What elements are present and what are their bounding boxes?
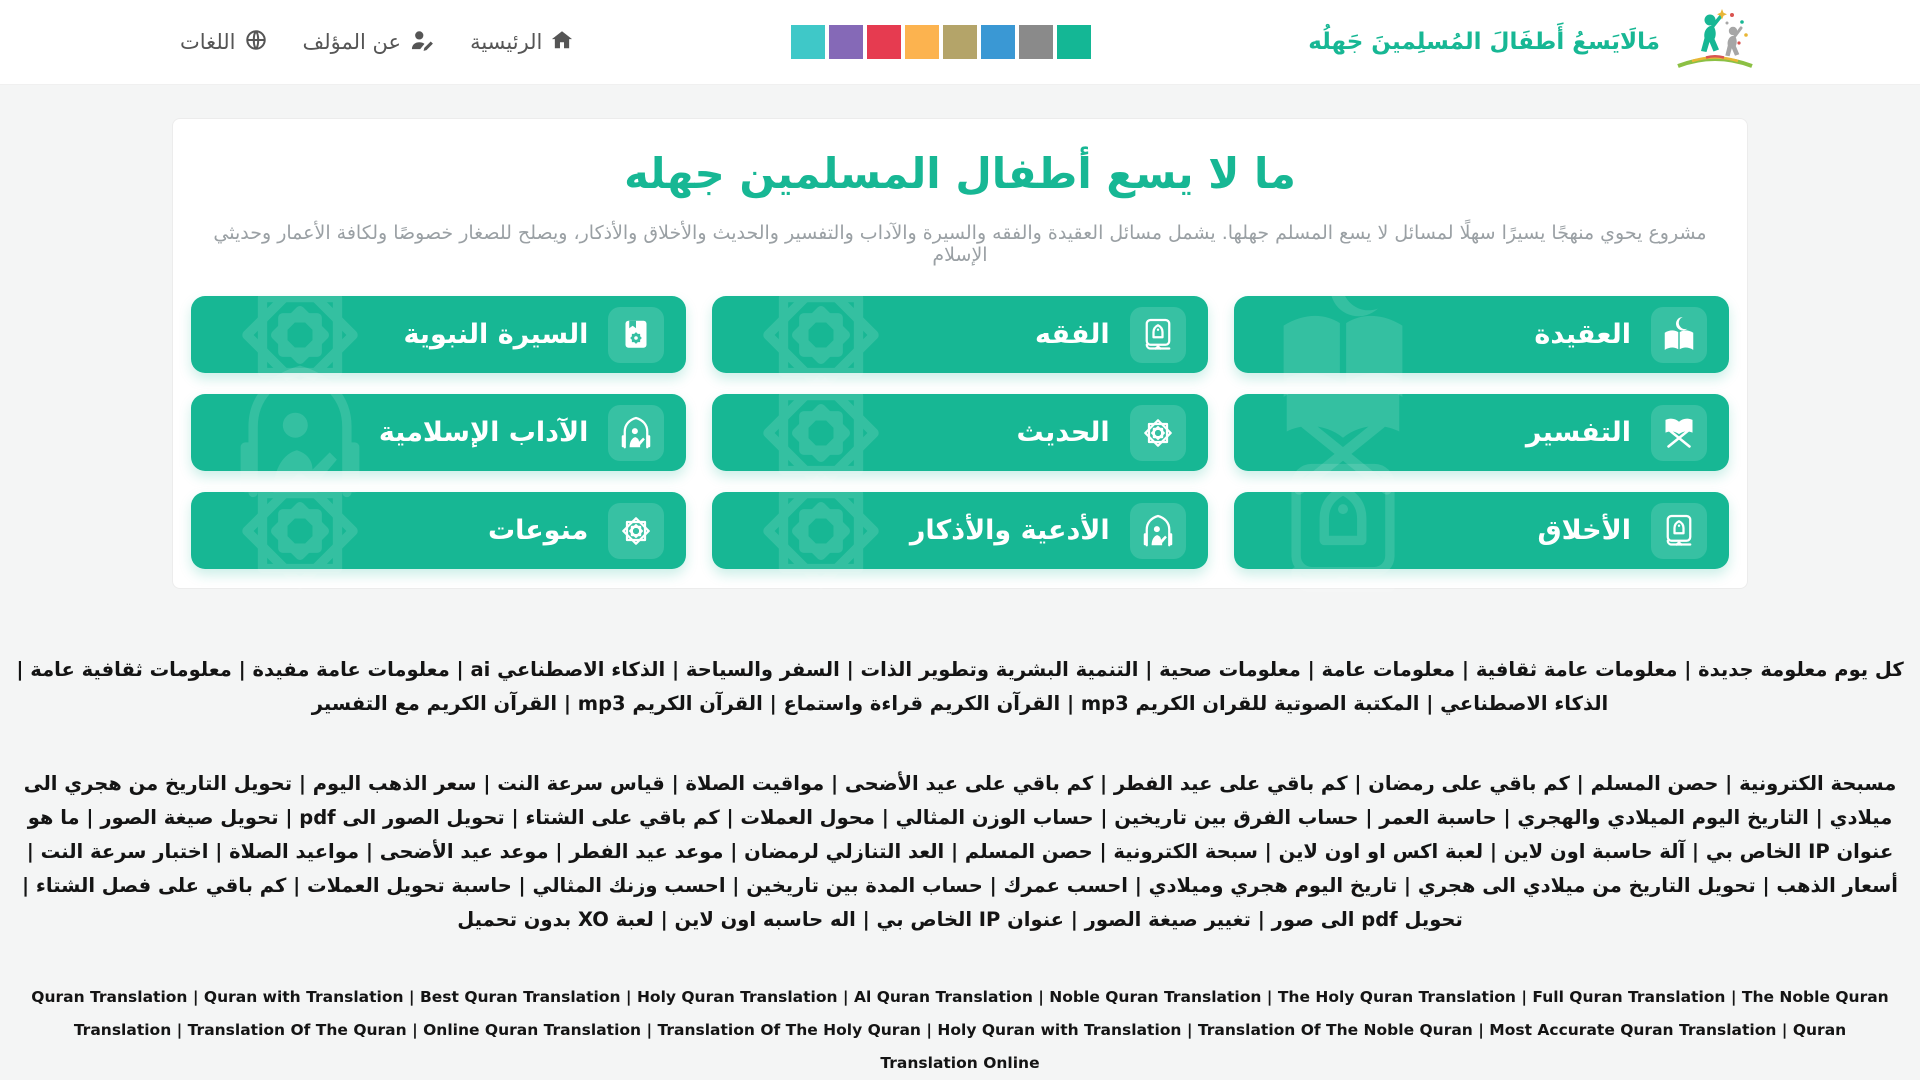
theme-swatch-turquoise[interactable] [791, 25, 825, 59]
octagram-watermark [746, 456, 896, 606]
category-fiqh[interactable] [712, 296, 1207, 373]
book-crescent-icon [1651, 307, 1707, 363]
footer-links-general-info[interactable]: كل يوم معلومة جديدة | معلومات عامة ثقافية | معلومات عامة | معلومات صحية | التنمية البشرية وتطوير الذات | السفر والسياحة | الذكاء الاصطناعي ai | معلومات عامة مفيدة | معلومات ثقافية عامة | الذكاء الاصطناعي | المكتبة الصوتية للقران الكريم mp3 | القرآن الكريم قراءة واستماع | القرآن الكريم mp3 | القرآن الكريم مع التفسير [16, 658, 1904, 715]
nav-home-label: الرئيسية [470, 30, 543, 54]
category-label: السيرة النبوية [403, 319, 589, 350]
theme-swatch-red[interactable] [867, 25, 901, 59]
octagram-icon [608, 503, 664, 559]
octagram-watermark [225, 456, 375, 606]
main-nav [180, 29, 573, 56]
seerah-book-icon [608, 307, 664, 363]
theme-color-picker [791, 25, 1091, 59]
category-label: العقيدة [1534, 319, 1631, 350]
category-label: الأخلاق [1537, 515, 1631, 546]
category-label: منوعات [487, 515, 589, 546]
category-label: الآداب الإسلامية [378, 417, 589, 448]
page-title: ما لا يسع أطفال المسلمين جهله [624, 149, 1296, 198]
category-label: الفقه [1035, 319, 1110, 350]
nav-about-author[interactable] [303, 29, 435, 56]
quran-rehal-icon [1651, 405, 1707, 461]
nav-home[interactable] [470, 29, 573, 56]
category-label: الأدعية والأذكار [909, 515, 1110, 546]
octagram-watermark [746, 260, 896, 410]
octagram-icon [1130, 405, 1186, 461]
category-seerah[interactable] [191, 296, 686, 373]
category-label: الحديث [1016, 417, 1110, 448]
quran-rehal-watermark [1268, 358, 1418, 508]
prayer-arch-watermark [225, 358, 375, 508]
globe-icon [245, 29, 267, 56]
book-mihrab-icon [1130, 307, 1186, 363]
category-akhlaq[interactable] [1234, 492, 1729, 569]
header [0, 0, 1920, 85]
site-logo[interactable] [1308, 7, 1758, 77]
home-icon [551, 29, 573, 56]
nav-languages-label: اللغات [180, 30, 236, 54]
book-crescent-watermark [1268, 260, 1418, 410]
nav-languages[interactable] [180, 29, 266, 56]
category-label: التفسير [1525, 417, 1631, 448]
theme-swatch-orange[interactable] [905, 25, 939, 59]
theme-swatch-khaki[interactable] [943, 25, 977, 59]
theme-swatch-green[interactable] [1057, 25, 1091, 59]
footer-links-tools[interactable]: مسبحة الكترونية | حصن المسلم | كم باقي على رمضان | كم باقي على عيد الفطر | كم باقي على عيد الأضحى | مواقيت الصلاة | قياس سرعة النت | سعر الذهب اليوم | تحويل التاريخ من هجري الى ميلادي | التاريخ اليوم الميلادي والهجري | حاسبة العمر | حساب الفرق بين تاريخين | حساب الوزن المثالي | محول العملات | كم باقي على الشتاء | تحويل الصور الى pdf | تحويل صيغة الصور | ما هو عنوان IP الخاص بي | آلة حاسبة اون لاين | لعبة اكس او اون لاين | سبحة الكترونية | حصن المسلم | العد التنازلي لرمضان | موعد عيد الفطر | موعد عيد الأضحى | مواعيد الصلاة | اختبار سرعة النت | أسعار الذهب | تحويل التاريخ من ميلادي الى هجري | تاريخ اليوم هجري وميلادي | احسب عمرك | حساب المدة بين تاريخين | احسب وزنك المثالي | حاسبة تحويل العملات | كم باقي على فصل الشتاء | تحويل pdf الى صور | تغيير صيغة الصور | عنوان IP الخاص بي | اله حاسبه اون لاين | لعبة XO بدون تحميل [22, 772, 1898, 931]
book-mihrab-icon [1651, 503, 1707, 559]
category-adab[interactable] [191, 394, 686, 471]
theme-swatch-blue[interactable] [981, 25, 1015, 59]
logo-text: مَالَايَسعُ أَطفَالَ المُسلِمينَ جَهلُه [1308, 29, 1660, 55]
prayer-arch-icon [1130, 503, 1186, 559]
octagram-watermark [746, 358, 896, 508]
hero-card [172, 118, 1748, 589]
author-pencil-icon [410, 29, 434, 56]
octagram-watermark [225, 260, 375, 410]
category-hadith[interactable] [712, 394, 1207, 471]
logo-children-icon [1672, 7, 1758, 77]
category-tafsir[interactable] [1234, 394, 1729, 471]
category-duaa-adhkar[interactable] [712, 492, 1207, 569]
theme-swatch-gray[interactable] [1019, 25, 1053, 59]
category-misc[interactable] [191, 492, 686, 569]
footer-links-quran-translation[interactable]: Quran Translation | Quran with Translation | Best Quran Translation | Holy Quran Translation | Al Quran Translation | Noble Quran Translation | The Holy Quran Translation | Full Quran Translation | The Noble Quran Translation | Translation Of The Quran | Online Quran Translation | Translation Of The Holy Quran | Holy Quran with Translation | Translation Of The Noble Quran | Most Accurate Quran Translation | Quran Translation Online [31, 988, 1889, 1072]
theme-swatch-purple[interactable] [829, 25, 863, 59]
prayer-arch-icon [608, 405, 664, 461]
category-grid [191, 296, 1729, 569]
page-subtitle: مشروع يحوي منهجًا يسيرًا سهلًا لمسائل لا يسع المسلم جهلها. يشمل مسائل العقيدة والفقه والسيرة والآداب والتفسير والحديث والأخلاق والأذكار، ويصلح للصغار خصوصًا ولكافة الأعمار وحديثي الإسلام [213, 222, 1707, 266]
book-mihrab-watermark [1268, 456, 1418, 606]
nav-about-label: عن المؤلف [302, 30, 402, 54]
category-aqeedah[interactable] [1234, 296, 1729, 373]
